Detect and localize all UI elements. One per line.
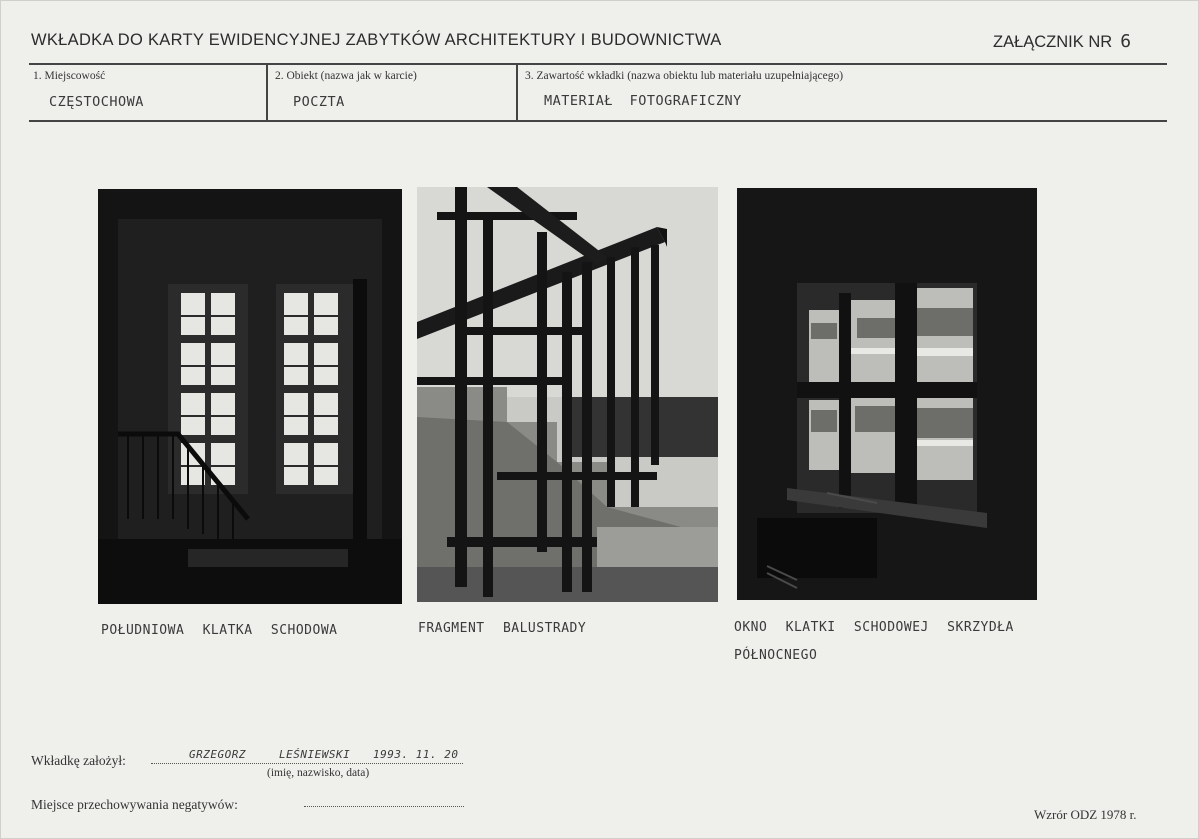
- annex-number-value: 6: [1120, 31, 1132, 52]
- table-divider-1: [266, 63, 268, 121]
- balustrade-image: [417, 187, 718, 602]
- object-label: 2. Obiekt (nazwa jak w karcie): [275, 70, 417, 82]
- caption-north-window-line2: PÓŁNOCNEGO: [734, 648, 818, 663]
- photo-south-staircase: [98, 189, 402, 604]
- caption-south-staircase: POŁUDNIOWA KLATKA SCHODOWA: [101, 623, 338, 638]
- caption-north-window-line1: OKNO KLATKI SCHODOWEJ SKRZYDŁA: [734, 620, 1014, 635]
- contents-value: MATERIAŁ FOTOGRAFICZNY: [544, 93, 742, 109]
- created-by-name: GRZEGORZ: [189, 748, 246, 761]
- photo-balustrade-fragment: [417, 187, 718, 602]
- annex-label: ZAŁĄCZNIK NR: [993, 33, 1113, 51]
- table-top-rule: [29, 63, 1167, 65]
- created-by-label: Wkładkę założył:: [31, 753, 126, 768]
- locality-label: 1. Miejscowość: [33, 70, 106, 82]
- staircase-windows-image: [98, 189, 402, 604]
- negatives-location-label: Miejsce przechowywania negatywów:: [31, 797, 238, 812]
- table-divider-2: [516, 63, 518, 121]
- north-window-image: [737, 188, 1037, 600]
- locality-value: CZĘSTOCHOWA: [49, 94, 144, 110]
- form-model: Wzrór ODZ 1978 r.: [1034, 807, 1137, 822]
- contents-label: 3. Zawartość wkładki (nazwa obiektu lub materiału uzupełniającego): [525, 70, 844, 82]
- created-by-surname: LEŚNIEWSKI: [279, 748, 351, 761]
- created-by-hint: (imię, nazwisko, data): [267, 767, 370, 779]
- photo-north-wing-window: [737, 188, 1037, 600]
- created-by-date: 1993. 11. 20: [373, 748, 459, 761]
- negatives-location-dotted-line: [304, 806, 464, 807]
- annex-number: [993, 31, 1131, 52]
- object-value: POCZTA: [293, 94, 345, 110]
- table-bottom-rule: [29, 120, 1167, 122]
- document-title: WKŁADKA DO KARTY EWIDENCYJNEJ ZABYTKÓW ARCHITEKTURY I BUDOWNICTWA: [31, 31, 722, 49]
- created-by-dotted-line: [151, 763, 463, 764]
- caption-balustrade: FRAGMENT BALUSTRADY: [418, 621, 587, 636]
